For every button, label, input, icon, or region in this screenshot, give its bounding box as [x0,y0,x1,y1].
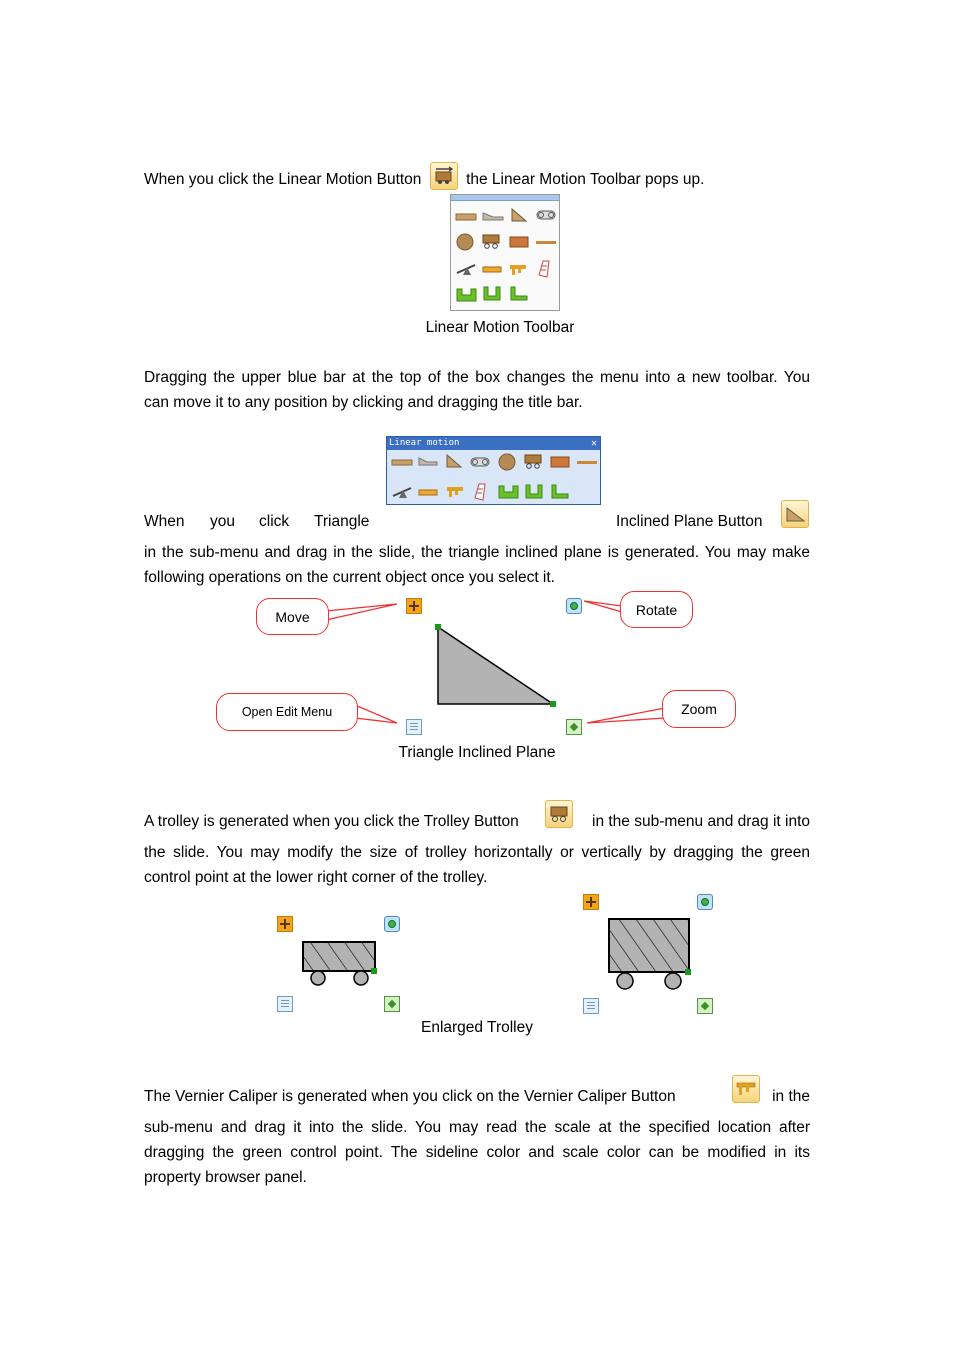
toolbar-caption: Linear Motion Toolbar [425,319,575,336]
ruler-icon [419,490,437,495]
word: click [259,513,290,530]
zoom-callout: Zoom [662,690,736,728]
toolbar-icon-grid [451,201,559,311]
vernier-text-before: The Vernier Caliper is generated when you click on the Vernier Caliper Button [144,1088,676,1105]
edit-menu-handle-icon[interactable] [583,998,599,1014]
trolley-text-after: in the sub-menu and drag it into [592,813,810,830]
small-trolley [303,942,377,985]
triangle-figure [0,590,954,750]
flat-plane-icon [392,460,412,465]
intro-text-after: the Linear Motion Toolbar pops up. [466,171,705,188]
vernier-caliper-icon [447,487,463,497]
move-handle-icon[interactable] [406,598,422,614]
control-point [550,701,556,707]
linear-motion-icon [431,163,457,189]
edit-menu-handle-icon[interactable] [406,719,422,735]
conveyor-icon [471,458,489,466]
control-point [435,624,441,630]
intro-text-before: When you click the Linear Motion Button [144,171,422,188]
slope-plane-icon [419,458,437,465]
close-icon[interactable]: ✕ [590,438,597,449]
linear-motion-intro [144,162,810,190]
linear-motion-toolbar[interactable] [450,194,560,311]
trolley-figure [0,890,954,1020]
u-track-icon [499,486,518,498]
triangle-paragraph-line-2: in the sub-menu and drag in the slide, the triangle inclined plane is generated. You may make [144,544,810,561]
triangle-caption: Triangle Inclined Plane [398,744,556,761]
vernier-paragraph-line-1 [144,1088,810,1108]
move-callout-tail [326,604,397,620]
open-edit-menu-callout: Open Edit Menu [216,693,358,731]
ruler-icon [483,267,501,272]
trolley-paragraph-line-3: control point at the lower right corner of the trolley. [144,869,488,886]
ball-icon [499,454,515,470]
move-handle-icon[interactable] [583,894,599,910]
word: you [210,513,235,530]
rotate-handle-icon[interactable] [384,916,400,932]
vernier-caliper-button-icon[interactable] [732,1075,760,1103]
word: Triangle [314,513,370,530]
conveyor-icon [537,211,555,219]
trolley-paragraph-line-1 [144,813,810,833]
zoom-handle-icon[interactable] [384,996,400,1012]
move-callout: Move [256,598,329,635]
inclined-plane-button-label: Inclined Plane Button [616,513,763,530]
rotate-handle-icon[interactable] [697,894,713,910]
edit-callout-tail [355,705,397,723]
seesaw-icon [457,265,475,275]
l-track-icon [511,287,527,300]
square-track-icon [526,485,542,498]
floating-toolbar-title-bar[interactable] [387,437,600,450]
timer-tape-icon [475,484,485,500]
flat-plane-icon [456,214,476,220]
edit-menu-handle-icon[interactable] [277,996,293,1012]
floating-linear-motion-toolbar[interactable] [386,436,601,505]
trolley-icon [483,235,499,248]
triangle-paragraph-line-1 [144,513,810,533]
vernier-paragraph-line-4: property browser panel. [144,1169,307,1186]
triangle-plane-icon [447,455,461,467]
timer-tape-icon [539,261,549,277]
rotate-callout: Rotate [620,591,693,628]
vernier-caliper-icon [510,265,526,275]
slope-plane-icon [483,213,503,220]
zoom-handle-icon[interactable] [697,998,713,1014]
rotate-handle-icon[interactable] [566,598,582,614]
vernier-text-after: in the [772,1088,810,1105]
rod-icon [536,241,556,244]
inclined-plane-button-icon[interactable] [781,500,809,528]
u-track-icon [457,289,476,301]
zoom-callout-tail [587,708,665,723]
rod-icon [577,461,597,464]
zoom-handle-icon[interactable] [566,719,582,735]
square-track-icon [484,287,500,300]
control-point [685,969,691,975]
floating-toolbar-icons [387,450,600,504]
trolley-text-before: A trolley is generated when you click the Trolley Button [144,813,519,830]
trolley-caption: Enlarged Trolley [420,1019,533,1036]
triangle-plane-icon [782,501,808,527]
l-track-icon [552,485,568,498]
word: When [144,513,185,530]
vernier-paragraph-line-2: sub-menu and drag it into the slide. You may read the scale at the specified location after [144,1119,810,1136]
control-point [371,968,377,974]
enlarged-trolley [609,919,691,989]
triangle-inclined-plane [438,627,553,704]
linear-motion-button-icon[interactable] [430,162,458,190]
seesaw-icon [393,488,411,498]
rotate-callout-tail [584,601,622,612]
trolley-icon [546,801,572,827]
trolley-icon [525,455,541,468]
move-handle-icon[interactable] [277,916,293,932]
trolley-button-icon[interactable] [545,800,573,828]
floating-toolbar-title: Linear motion [389,438,460,448]
triangle-paragraph-line-3: following operations on the current object once you select it. [144,569,555,586]
vernier-caliper-icon [733,1076,759,1102]
block-icon [551,457,569,467]
triangle-plane-icon [512,209,526,221]
drag-paragraph-line-2: can move it to any position by clicking and dragging the title bar. [144,394,583,411]
vernier-paragraph-line-3: dragging the green control point. The sideline color and scale color can be modified in its [144,1144,810,1161]
ball-icon [457,234,473,250]
block-icon [510,237,528,247]
trolley-paragraph-line-2: the slide. You may modify the size of trolley horizontally or vertically by dragging the green [144,844,810,861]
drag-paragraph-line-1: Dragging the upper blue bar at the top of the box changes the menu into a new toolbar. You [144,369,810,386]
